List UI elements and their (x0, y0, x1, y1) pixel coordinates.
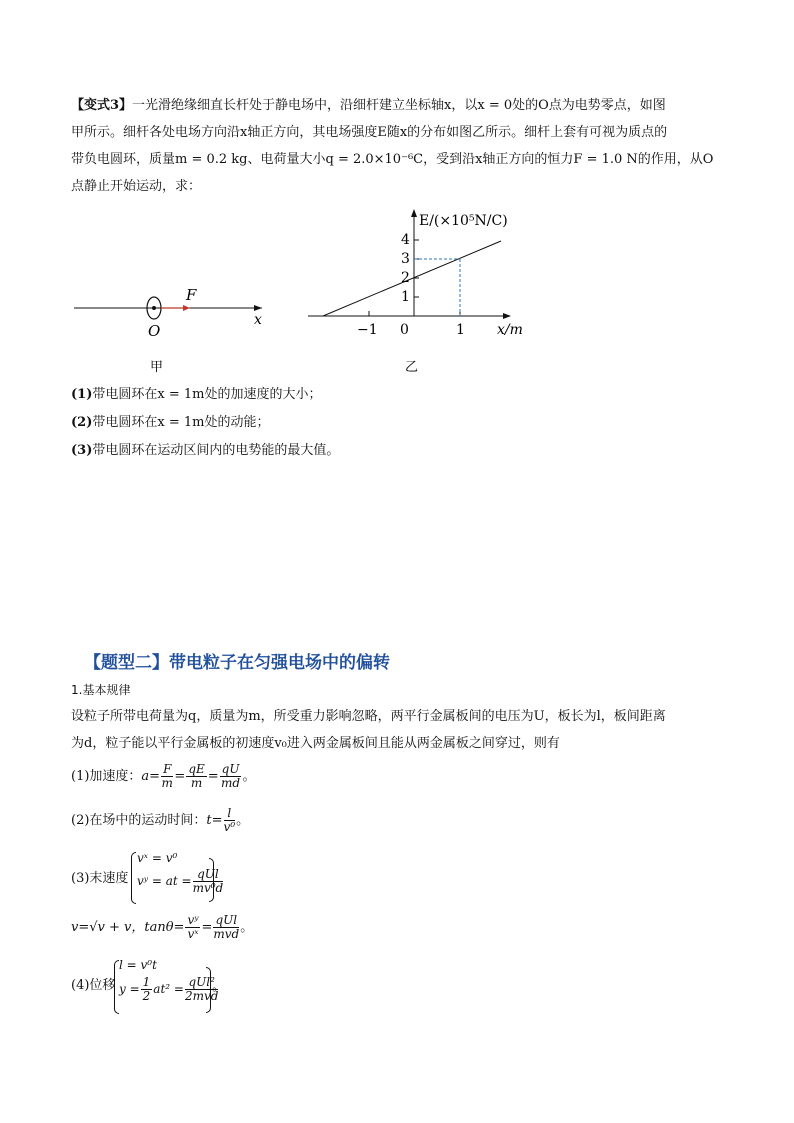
caption-yi: 乙 (405, 360, 419, 375)
x-tick-label: −1 (357, 322, 378, 338)
y-tick-label: 3 (401, 251, 410, 267)
problem-line-1: 【变式3】一光滑绝缘细直长杆处于静电场中，沿细杆建立坐标轴x，以x = 0处的O点为电势零点，如图 (71, 98, 666, 113)
axis-label: x (254, 312, 262, 328)
fraction: $\frac{\text{vʸ}}{\text{vˣ}}$ (187, 913, 199, 941)
problem-line-4: 点静止开始运动，求： (71, 179, 202, 194)
question-1: (1)带电圆环在x = 1m处的加速度的大小； (71, 387, 322, 402)
field-line (323, 241, 501, 316)
x-axis-label: x/m (497, 322, 523, 338)
fraction: $\frac{\text{qUl}}{\text{mvd}}$ (213, 913, 240, 941)
force-label: F (186, 286, 197, 304)
fraction: $\frac{\text{qUl}}{\text{mv⁰d}}$ (192, 867, 224, 895)
problem-line-2: 甲所示。细杆各处电场方向沿x轴正方向，其电场强度E随x的分布如图乙所示。细杆上套有可视为质点的 (71, 125, 668, 140)
y-axis-arrowhead (411, 209, 417, 217)
axis-arrowhead (254, 305, 262, 311)
formula-l: l = v⁰t (119, 958, 157, 972)
y-tick-label: 1 (401, 289, 410, 305)
force-arrowhead (183, 305, 190, 311)
figure-yi (305, 205, 540, 375)
fraction: $\frac{\text{qUl²}}{\text{2mvd}}$ (184, 975, 219, 1003)
subsection-title: 1.基本规律 (71, 683, 131, 697)
question-2: (2)带电圆环在x = 1m处的动能； (71, 415, 270, 430)
formula-y: y = $\frac{1}{2}$ at² = $\frac{\text{qUl²}}{\text{2mvd}}$ (119, 975, 219, 1003)
figure-jia (70, 280, 270, 380)
problem-tag: 【变式3】 (71, 98, 133, 113)
y-tick-label: 2 (401, 270, 410, 286)
x-tick-label: 1 (456, 322, 465, 338)
paragraph-line-1: 设粒子所带电荷量为q，质量为m，所受重力影响忽略，两平行金属板间的电压为U，板长为l，板间距离 (71, 709, 666, 724)
formula-time: (2)在场中的运动时间：t= $\frac{l}{\text{v⁰}}$ 。 (71, 806, 250, 834)
x-axis-arrowhead (503, 313, 511, 319)
formula-final-velocity-label: (3)末速度 (71, 871, 129, 886)
formula-acceleration: (1)加速度：a= $\frac{F}{m}$ = $\frac{qE}{m}$ = $\frac{qU}{md}$ 。 (71, 762, 256, 790)
fraction: $\frac{l}{\text{v⁰}}$ (223, 806, 236, 834)
formula-vy: vʸ = at = $\frac{\text{qUl}}{\text{mv⁰d}}$ (137, 867, 224, 895)
fraction: $\frac{F}{m}$ (161, 762, 173, 790)
y-tick-label: 4 (401, 232, 410, 248)
left-brace (131, 852, 136, 904)
y-axis-label: E/(×10⁵N/C) (419, 213, 508, 229)
x-tick-label: 0 (400, 322, 409, 338)
origin-label: O (148, 322, 161, 340)
fraction: $\frac{qE}{m}$ (188, 762, 205, 790)
right-brace (209, 858, 214, 902)
ring-center (152, 306, 156, 310)
formula-vx: vˣ = v⁰ (137, 851, 178, 865)
section-title: 【题型二】带电粒子在匀强电场中的偏转 (84, 653, 390, 673)
caption-jia: 甲 (150, 360, 164, 375)
formula-displacement-label: (4)位移 (71, 978, 116, 993)
formula-speed-angle: v=√v + v，tanθ= $\frac{\text{vʸ}}{\text{vˣ}}$ = $\frac{\text{qUl}}{\text{mvd}}$ 。 (71, 913, 254, 941)
question-3: (3)带电圆环在运动区间内的电势能的最大值。 (71, 443, 340, 458)
formula-end-mark: 。 (212, 979, 226, 994)
fraction: $\frac{qU}{md}$ (221, 762, 241, 790)
problem-line-3: 带负电圆环，质量m = 0.2 kg、电荷量大小q = 2.0×10⁻⁶C，受到沿x轴正方向的恒力F = 1.0 N的作用，从O (71, 152, 714, 167)
fraction: $\frac{1}{2}$ (142, 975, 151, 1003)
right-brace (206, 967, 211, 1013)
paragraph-line-2: 为d，粒子能以平行金属板的初速度v₀进入两金属板间且能从两金属板之间穿过，则有 (71, 736, 560, 751)
